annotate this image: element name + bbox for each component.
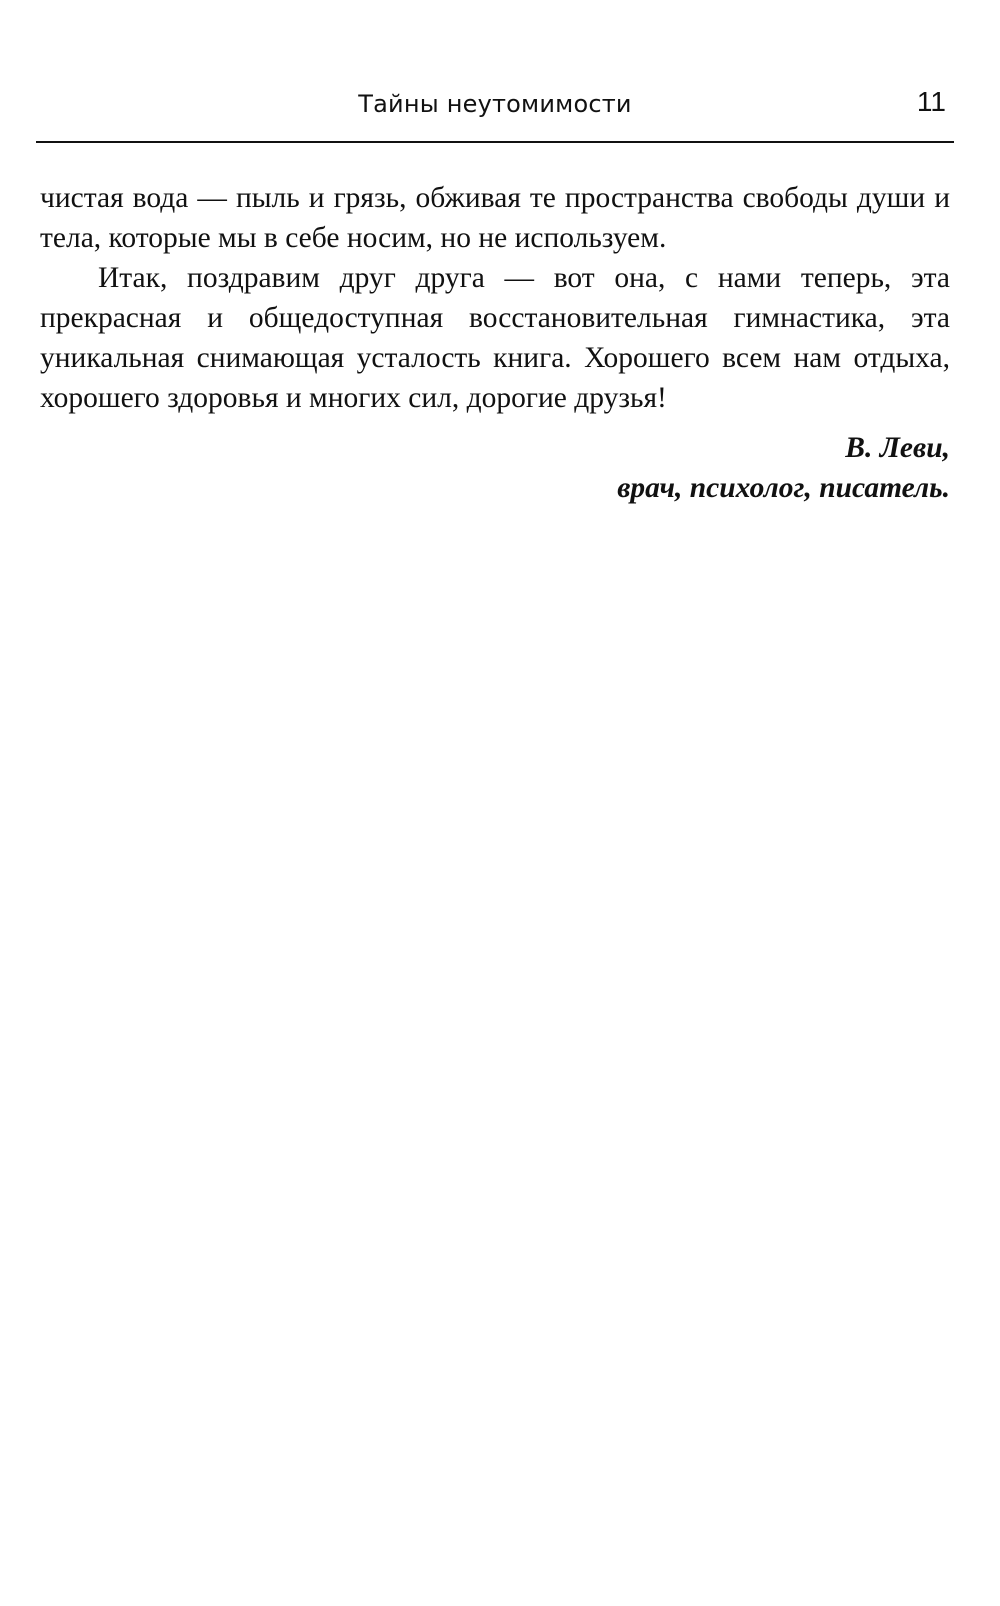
header-rule: [36, 141, 954, 143]
author-signature: [40, 428, 950, 508]
running-title: Тайны неутомимости: [358, 90, 632, 118]
page-number: 11: [916, 86, 946, 117]
paragraph: Итак, поздравим друг друга — вот она, с нами теперь, эта прекрасная и общедоступная восстановительная гимнастика, эта уникальная снимающая усталость книга. Хорошего всем нам отдыха, хорошего здоровья и многих сил, дорогие друзья!: [40, 262, 950, 414]
signature-role: врач, психолог, писатель.: [617, 472, 950, 504]
body-text: [40, 178, 950, 418]
paragraph-continuation: чистая вода — пыль и грязь, обживая те пространства свободы души и тела, которые мы в себе носим, но не используем.: [40, 182, 950, 254]
signature-name: В. Леви,: [845, 432, 950, 464]
running-head: [36, 80, 954, 132]
